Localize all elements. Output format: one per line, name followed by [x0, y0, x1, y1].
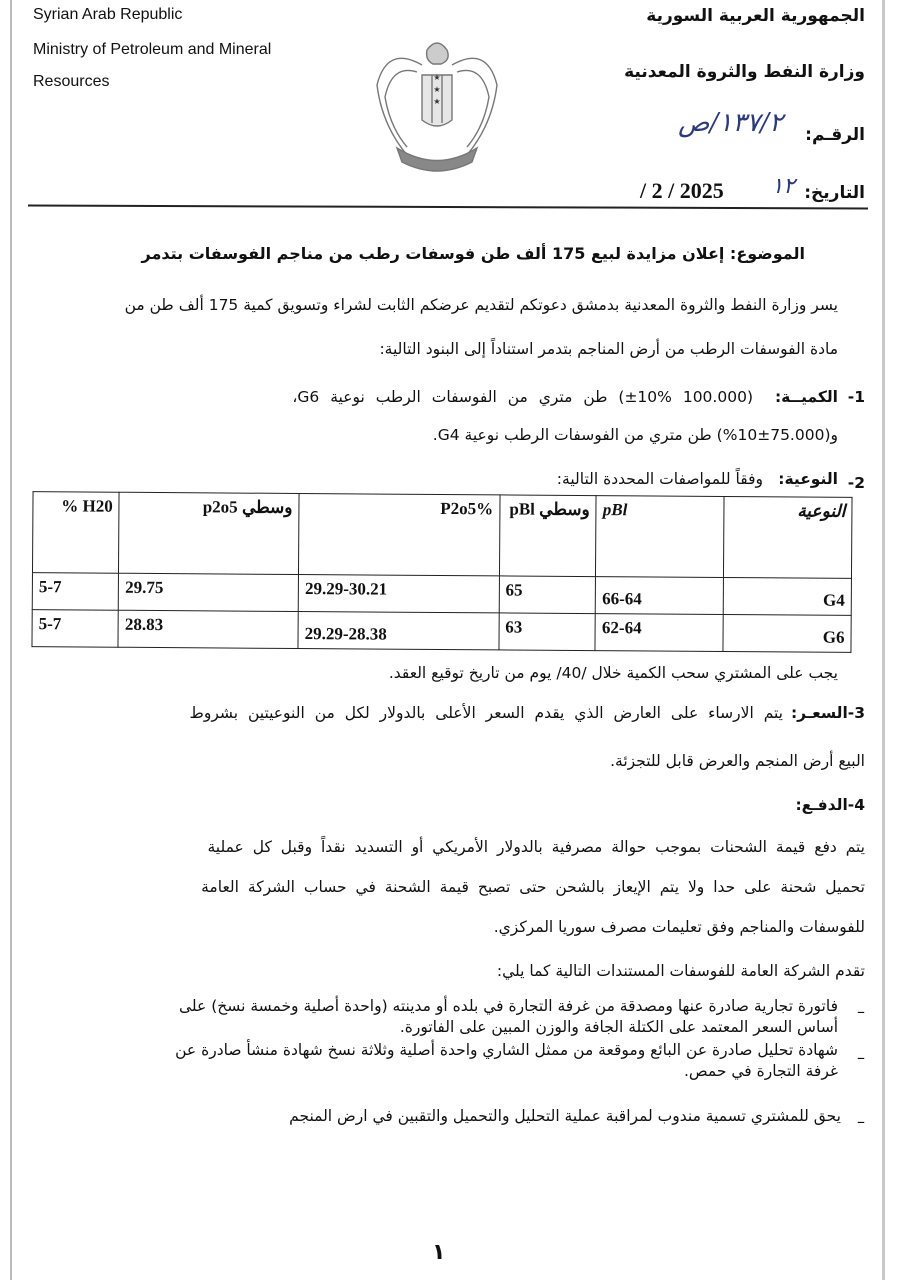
bullet-dash: – — [857, 1048, 865, 1067]
table-header-row — [32, 492, 852, 579]
cell-p2o5: 29.29-30.21 — [298, 574, 499, 612]
header-en-ministry-cont: Resources — [33, 73, 110, 90]
clause-4-line-2: تحميل شحنة على حدا ولا يتم الإيعاز بالشحن حتى تصبح قيمة الشحنة في حساب الشركة العامة — [201, 878, 865, 896]
cell-h2o: 5-7 — [32, 610, 119, 648]
clause-4-title: 4-الدفـع: — [795, 796, 865, 814]
header-h2o: H20 % — [32, 492, 119, 574]
page-number: ١ — [432, 1240, 446, 1265]
clause-1-title: الكميــة: — [774, 388, 838, 406]
svg-text:★: ★ — [433, 73, 441, 82]
cell-pbl: 62-64 — [595, 614, 723, 652]
header-avg-pbl: وسطي pBl — [499, 495, 596, 577]
clause-2-number: 2- — [847, 474, 865, 492]
document-item-line: يحق للمشتري تسمية مندوب لمراقبة عملية التحليل والتحميل والتقبين في ارض المنجم — [289, 1107, 841, 1125]
document-item-line: غرفة التجارة في حمص. — [684, 1062, 838, 1080]
header-grade: النوعية — [724, 496, 852, 578]
document-item-line: شهادة تحليل صادرة عن البائع وموقعة من ممثل الشاري واحدة أصلية وثلاثة نسخ شهادة منشأ صادرة عن — [175, 1041, 838, 1059]
table-row — [32, 610, 851, 653]
clause-1-line-2: و(75.000±10%) طن متري من الفوسفات الرطب نوعية G4. — [432, 426, 838, 444]
document-item — [48, 996, 838, 1038]
specification-table — [31, 491, 852, 653]
bullet-dash: – — [857, 1112, 865, 1131]
documents-intro: تقدم الشركة العامة للفوسفات المستندات التالية كما يلي: — [496, 962, 865, 980]
document-item-line: فاتورة تجارية صادرة عنها ومصدقة من غرفة التجارة في بلده أو مدينته (واحدة أصلية وخمسة نسخ) على — [179, 997, 838, 1015]
bullet-dash: – — [857, 1002, 865, 1021]
svg-text:★: ★ — [433, 97, 441, 106]
clause-1-number: 1- — [847, 388, 865, 406]
cell-pbl: 66-64 — [596, 577, 724, 615]
date-day: ١٢ — [771, 174, 795, 199]
clause-2-text: وفقاً للمواصفات المحددة التالية: — [556, 470, 763, 488]
document-item-line: أساس السعر المعتمد على الكتلة الجافة والوزن المبين على الفاتورة. — [399, 1018, 838, 1036]
clause-3-title: 3-السعـر: — [790, 704, 865, 722]
document-item — [51, 1106, 841, 1127]
header-p2o5: P2o5% — [299, 494, 500, 576]
intro-line-1: يسر وزارة النفط والثروة المعدنية بدمشق دعوتكم لتقديم عرضكم الثابت لشراء وتسويق كمية 175 ألف طن من — [124, 296, 838, 314]
date-month-year: / 2 / 2025 — [640, 178, 724, 203]
date-label: التاريخ: — [804, 183, 865, 203]
cell-avg-p2o5: 28.83 — [118, 610, 298, 648]
header-ar-ministry: وزارة النفط والثروة المعدنية — [624, 62, 865, 82]
cell-avg-pbl: 63 — [499, 613, 596, 651]
svg-text:★: ★ — [433, 85, 441, 94]
cell-grade: G6 — [723, 614, 851, 652]
cell-p2o5: 29.29-28.38 — [298, 611, 499, 649]
clause-4-line-3: للفوسفات والمناجم وفق تعليمات مصرف سوريا المركزي. — [493, 918, 865, 936]
cell-avg-pbl: 65 — [499, 576, 596, 614]
header-pbl: pBl — [596, 496, 724, 578]
scan-edge-left — [10, 0, 12, 1280]
reference-label: الرقـم: — [805, 125, 865, 145]
subject-line: الموضوع: إعلان مزايدة لبيع 175 ألف طن فوسفات رطب من مناجم الفوسفات بتدمر — [141, 244, 805, 263]
header-en-country: Syrian Arab Republic — [33, 6, 183, 23]
header-avg-p2o5: وسطي p2o5 — [119, 492, 299, 574]
clause-1-line-1: (100.000 ±10%) طن متري من الفوسفات الرطب نوعية G6، — [292, 388, 753, 406]
cell-h2o: 5-7 — [32, 573, 119, 611]
scan-edge-right — [882, 0, 885, 1280]
header-en-ministry: Ministry of Petroleum and Mineral — [33, 41, 272, 58]
clause-2-title: النوعية: — [778, 470, 838, 488]
reference-number: ١٣٧/٢/ص — [678, 108, 783, 138]
header-divider — [28, 205, 868, 209]
clause-3-line-1: يتم الارساء على العارض الذي يقدم السعر الأعلى بالدولار لكل من النوعيتين بشروط — [189, 704, 783, 722]
cell-grade: G4 — [723, 577, 851, 615]
withdrawal-term: يجب على المشتري سحب الكمية خلال /40/ يوم من تاريخ توقيع العقد. — [388, 664, 838, 682]
intro-line-2: مادة الفوسفات الرطب من أرض المناجم بتدمر استناداً إلى البنود التالية: — [379, 340, 838, 358]
cell-avg-p2o5: 29.75 — [119, 573, 299, 611]
header-ar-country: الجمهورية العربية السورية — [646, 6, 865, 26]
clause-4-line-1: يتم دفع قيمة الشحنات بموجب حوالة مصرفية بالدولار الأمريكي أو التسديد نقداً وقبل كل عملية — [207, 838, 865, 856]
table-row — [32, 573, 851, 616]
document-item — [48, 1040, 838, 1082]
clause-3-line-2: البيع أرض المنجم والعرض قابل للتجزئة. — [610, 752, 865, 770]
emblem-eagle-logo — [372, 30, 502, 175]
